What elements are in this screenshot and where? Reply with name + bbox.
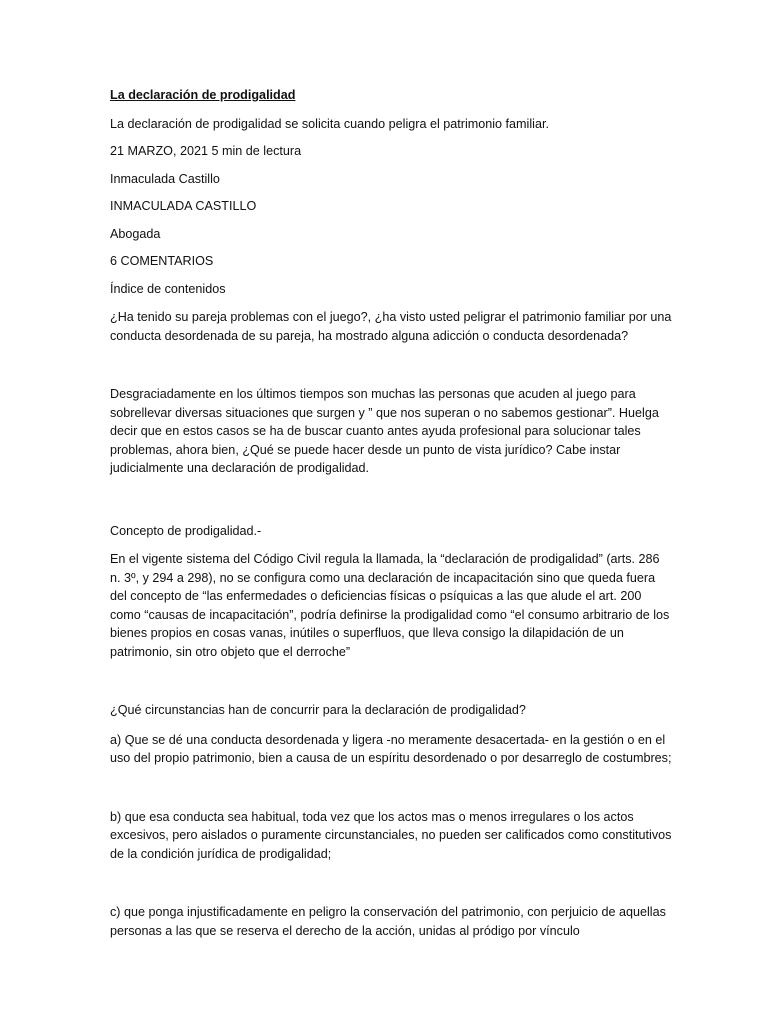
paragraph-concept: En el vigente sistema del Código Civil regula la llamada, la “declaración de prodigalidad” (arts. 286 n. 3º, y 294 a 298), no se configura como una declaración de incapacitación sino que queda fuera del concepto de “las enfermedades o deficiencias físicas o psíquicas a las que alude el art. 200 como “causas de incapacitación”, podría definirse la prodigalidad como “el consumo arbitrario de los bienes propios en cosas vanas, inútiles o superfluos, que lleva consigo la dilapidación de un patrimonio, sin otro objeto que el derroche”: [110, 552, 670, 659]
paragraph-gambling: Desgraciadamente en los últimos tiempos son muchas las personas que acuden al juego para sobrellevar diversas situaciones que surgen y ” que nos superan o no sabemos gestionar”. Huelga decir que en estos casos se ha de buscar cuanto antes ayuda profesional para solucionar tales problemas, ahora bien, ¿Qué se puede hacer desde un punto de vista jurídico? Cabe instar judicialmente una declaración de prodigalidad.: [110, 387, 659, 475]
heading-concept: Concepto de prodigalidad.-: [110, 523, 262, 538]
date-read-time: 21 MARZO, 2021 5 min de lectura: [110, 144, 302, 158]
document-subtitle: La declaración de prodigalidad se solicita cuando peligra el patrimonio familiar.: [110, 116, 549, 131]
author-name: Inmaculada Castillo: [110, 171, 220, 186]
list-item-b: b) que esa conducta sea habitual, toda vez que los actos mas o menos irregulares o los actos excesivos, pero aislados o puramente circunstanciales, no pueden ser calificados como constitutivos de la condición jurídica de prodigalidad;: [110, 809, 672, 861]
comments-count: 6 COMENTARIOS: [110, 254, 214, 268]
document-title: La declaración de prodigalidad: [110, 88, 296, 102]
author-role: Abogada: [110, 226, 161, 241]
table-of-contents-label: Índice de contenidos: [110, 281, 226, 296]
author-name-upper: INMACULADA CASTILLO: [110, 199, 257, 213]
heading-circumstances: ¿Qué circunstancias han de concurrir para la declaración de prodigalidad?: [110, 703, 526, 717]
paragraph-intro-questions: ¿Ha tenido su pareja problemas con el juego?, ¿ha visto usted peligrar el patrimonio familiar por una conducta desordenada de su pareja, ha mostrado alguna adicción o conducta desordenada?: [110, 310, 672, 343]
list-item-a: a) Que se dé una conducta desordenada y ligera -no meramente desacertada- en la gestión o en el uso del propio patrimonio, bien a causa de un espíritu desordenado o por desarreglo de costumbres;: [110, 732, 672, 765]
list-item-c: c) que ponga injustificadamente en peligro la conservación del patrimonio, con perjuicio de aquellas personas a las que se reserva el derecho de la acción, unidas al pródigo por vínculo: [110, 905, 666, 938]
